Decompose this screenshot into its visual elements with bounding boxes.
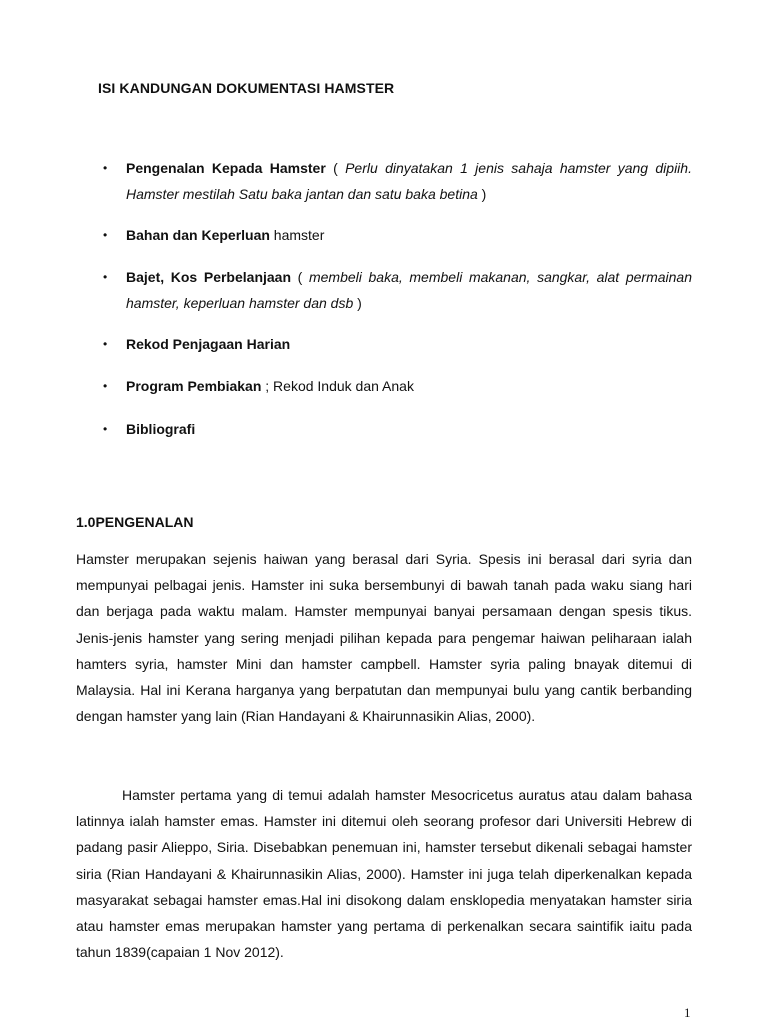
- toc-item-title: Bajet, Kos Perbelanjaan: [126, 269, 292, 285]
- bullet-icon: •: [103, 379, 108, 393]
- toc-item-text: ; Rekod Induk dan Anak: [261, 378, 414, 394]
- toc-item-title: Rekod Penjagaan Harian: [126, 336, 291, 352]
- toc-item-text-end: ): [353, 295, 362, 311]
- toc-item-bibliografi: [100, 416, 692, 442]
- toc-item-bajet: [100, 264, 692, 316]
- toc-item-text-end: ): [477, 186, 487, 202]
- document-title: ISI KANDUNGAN DOKUMENTASI HAMSTER: [98, 80, 395, 96]
- bullet-icon: •: [103, 228, 108, 242]
- toc-item-text: (: [291, 269, 309, 285]
- bullet-icon: •: [103, 337, 108, 351]
- toc-item-text: (: [325, 160, 346, 176]
- body-paragraph-1: Hamster merupakan sejenis haiwan yang berasal dari Syria. Spesis ini berasal dari syria dan mempunyai pelbagai jenis. Hamster ini suka bersembunyi di bawah tanah pada waku siang hari dan berjaga pada waktu malam. Hamster mempunyai banyai persamaan dengan spesis tikus. Jenis-jenis hamster yang sering menjadi pilihan kepada para pengemar haiwan peliharaan ialah hamters syria, hamster Mini dan hamster campbell. Hamster syria paling bnayak ditemui di Malaysia. Hal ini Kerana harganya yang berpatutan dan mempunyai bulu yang cantik berbanding dengan hamster yang lain (Rian Handayani & Khairunnasikin Alias, 2000).: [76, 551, 692, 725]
- toc-item-note: Perlu dinyatakan 1 jenis sahaja hamster yang dipiih. Hamster mestilah Satu baka jantan dan satu baka betina: [126, 160, 692, 202]
- section-heading: 1.0PENGENALAN: [76, 514, 194, 530]
- toc-item-note: membeli baka, membeli makanan, sangkar, alat permainan hamster, keperluan hamster dan dsb: [126, 269, 692, 311]
- page-number: 1: [684, 1005, 691, 1020]
- toc-item-program-pembiakan: [100, 373, 692, 399]
- toc-item-title: Program Pembiakan: [126, 378, 262, 394]
- toc-item-text: hamster: [269, 227, 325, 243]
- toc-item-title: Pengenalan Kepada Hamster: [126, 160, 326, 176]
- toc-item-rekod-penjagaan: [100, 331, 692, 357]
- body-paragraph-2: Hamster pertama yang di temui adalah hamster Mesocricetus auratus atau dalam bahasa latinnya ialah hamster emas. Hamster ini ditemui oleh seorang profesor dari Universiti Hebrew di padang pasir Alieppo, Siria. Disebabkan penemuan ini, hamster tersebut dikenali sebagai hamster siria (Rian Handayani & Khairunnasikin Alias, 2000). Hamster ini juga telah diperkenalkan kepada masyarakat sebagai hamster emas.Hal ini disokong dalam ensklopedia menyatakan hamster siria atau hamster emas merupakan hamster yang pertama di perkenalkan secara saintifik iaitu pada tahun 1839(capaian 1 Nov 2012).: [76, 787, 692, 961]
- toc-item-title: Bibliografi: [126, 421, 196, 437]
- toc-item-bahan: [100, 222, 692, 248]
- bullet-icon: •: [103, 161, 108, 175]
- bullet-icon: •: [103, 270, 108, 284]
- bullet-icon: •: [103, 422, 108, 436]
- table-of-contents: [100, 155, 692, 442]
- toc-item-title: Bahan dan Keperluan: [126, 227, 270, 243]
- toc-item-pengenalan: [100, 155, 692, 207]
